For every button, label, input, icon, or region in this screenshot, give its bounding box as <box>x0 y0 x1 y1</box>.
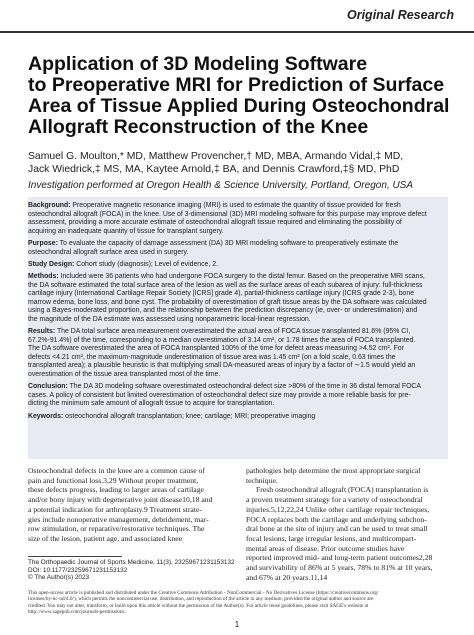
body-line: Osteochondral defects in the knee are a common cause of <box>28 466 205 475</box>
body-line: and 67% at 20 years.11,14 <box>246 572 328 582</box>
body-column-right <box>246 466 446 582</box>
article-title <box>28 54 458 138</box>
abstract-line: 67.2%-91.4%) of the time, corresponding to a median overestimation of 3.14 cm², or 1.78 times the area of FOCA transplanted. <box>28 336 416 344</box>
section-label: Original Research <box>347 8 454 22</box>
page-number: 1 <box>234 620 240 629</box>
body-line: a potential indication for arthroplasty.9 Treatment strate- <box>28 504 202 514</box>
abstract-line: cartilage injury (International Cartilage Repair Society [ICRS] grade 4), partial-thickness cartilage injury (ICRS grade 2-3), bone <box>28 290 415 297</box>
abstract-line: the DA software estimated the total surface area of the lesion as well as the surface areas of each subarea of injury: full-thickness <box>28 281 423 289</box>
body-line: row stimulation, or reparative/restorative techniques. The <box>28 524 205 534</box>
abstract-line: osteochondral allograft (FOCA) in the knee. Use of 3-dimensional (3D) MRI modeling software for this purpose may improve defect <box>28 210 427 218</box>
abstract-background <box>28 202 448 236</box>
author-line: Samuel G. Moulton,* MD, Matthew Provencher,† MD, MBA, Armando Vidal,‡ MD, <box>28 151 404 162</box>
abstract-conclusion <box>28 383 448 409</box>
author-line: Jack Wiedrick,‡ MS, MA, Kaytee Arnold,‡ BA, and Dennis Crawford,‡§ MD, PhD <box>28 164 400 175</box>
body-line: mental areas of disease. Prior outcome studies have <box>246 543 405 553</box>
abstract-line: acquiring an inadequate quantity of tissue for transplant surgery. <box>28 227 224 235</box>
body-line: and survivability of 86% at 5 years, 78% to 81% at 10 years, <box>246 563 433 573</box>
abstract-label: Purpose: <box>28 240 58 247</box>
body-column-left <box>28 466 228 544</box>
abstract-design <box>28 261 448 270</box>
footnote-rule <box>28 556 122 557</box>
license-line: licenses/by-nc-nd/4.0/), which permits the noncommercial use, distribution, and reproduction of the article in any medium, provided the original author and source are <box>28 596 374 603</box>
copyright-line: © The Author(s) 2023 <box>28 574 90 582</box>
abstract-line: Included were 36 patients who had undergone FOCA surgery to the distal femur. Based on the preoperative MRI scans, <box>58 273 425 280</box>
abstract-line: the magnitude of the DA estimate was assessed using nonparametric local-linear regression. <box>28 315 311 323</box>
abstract-label: Background: <box>28 202 71 209</box>
title-line: Area of Tissue Applied During Osteochondral <box>28 95 450 117</box>
body-line: pain and functional loss.3,29 Without proper treatment, <box>28 475 199 485</box>
abstract-line: overestimation of the tissue area transplanted most of the time. <box>28 370 221 378</box>
abstract-label: Results: <box>28 328 56 335</box>
body-line: injuries.5,12,22,24 Unlike other cartilage repair techniques, <box>246 504 430 514</box>
license-line: http://www.sagepub.com/journals-permissions. <box>28 609 126 616</box>
journal-citation <box>28 559 235 582</box>
body-line: and/or bony injury with degenerative joint disease10,18 and <box>28 495 213 505</box>
body-line: a proven treatment strategy for a variety of osteochondral <box>246 495 423 505</box>
abstract-line: To evaluate the capacity of damage assessment (DA) 3D MRI modeling software to preoperatively estimate the <box>57 240 399 247</box>
body-line: dral bone at the site of injury and can be used to treat small <box>246 524 428 534</box>
license-line: This open-access article is published and distributed under the Creative Commons Attribution - NonCommercial - No Derivatives License (https://creativecommons.org/ <box>28 590 379 596</box>
abstract-line: defects <4.21 cm², the maximum-magnitude underestimation of tissue area was 1.45 cm² (on a fold scale, 0.63 times the <box>28 353 396 361</box>
body-line: gies include nonoperative management, debridement, mar- <box>28 514 209 524</box>
abstract-line: The DA 3D modeling software overestimated osteochondral defect size >80% of the time in 36 distal femoral FOCA <box>67 383 422 390</box>
body-line: these defects progress, leading to larger areas of cartilage <box>28 485 204 495</box>
body-line: size of the lesion, patient age, and associated knee <box>28 533 183 543</box>
body-line: Fresh osteochondral allograft (FOCA) transplantation is <box>256 485 429 495</box>
license-line: credited. You may not alter, transform, or build upon this article without the permission of the Author(s). For article reuse guidelines, please visit SAGE's website at <box>28 602 369 609</box>
abstract-box <box>28 197 448 459</box>
abstract-line: The DA total surface area measurement overestimated the actual area of FOCA tissue transplanted 81.6% (95% CI, <box>55 328 411 335</box>
author-list <box>28 150 458 176</box>
abstract-line: osteochondral allograft transplantation; knee; cartilage; MRI; preoperative imaging <box>63 413 316 420</box>
abstract-methods <box>28 273 448 324</box>
license-notice <box>28 590 448 616</box>
abstract-purpose <box>28 240 448 257</box>
abstract-line: Preoperative magnetic resonance imaging (MRI) is used to estimate the quantity of tissue provided for fresh <box>70 202 401 209</box>
abstract-line: Cohort study (diagnosis); Level of evidence, 2. <box>74 261 218 268</box>
body-line: focal lesions, large irregular lesions, and multicompart- <box>246 533 417 543</box>
abstract-line: transplanted area); a plausible heuristic is that multiplying small DA-measured areas of injury by a factor of ∼1.5 would yield an <box>28 362 416 369</box>
abstract-line: marrow edema, bone loss, and bone cyst. The probability of overestimation of graft tissue areas by the DA software was calculated <box>28 298 427 306</box>
doi-line: DOI: 10.1177/23259671231153132 <box>28 566 128 574</box>
abstract-label: Conclusion: <box>28 383 68 390</box>
citation-line: The Orthopaedic Journal of Sports Medicine, 11(3), 23259671231153132 <box>28 559 235 566</box>
abstract-line: cases. A policy of consistent but limited overestimation of osteochondral defect size may provide a more reliable basis for pre- <box>28 391 411 399</box>
abstract-line: The DA software overestimated the area of FOCA transplanted 100% of the time for defect areas measuring >4.52 cm². For <box>28 345 404 352</box>
abstract-line: osteochondral allograft surface area used in surgery. <box>28 248 189 256</box>
abstract-label: Study Design: <box>28 261 75 268</box>
body-line: technique. <box>246 475 278 485</box>
abstract-line: assessment, providing a more accurate estimate of osteochondral allograft tissue required and eliminating the possibility of <box>28 219 402 226</box>
body-line: pathologies help determine the most appropriate surgical <box>246 466 421 475</box>
abstract-label: Methods: <box>28 273 59 280</box>
affiliation: Investigation performed at Oregon Health & Science University, Portland, Oregon, USA <box>28 180 414 191</box>
body-line: FOCA replaces both the cartilage and underlying subchon- <box>246 514 427 524</box>
title-line: to Preoperative MRI for Prediction of Surface <box>28 74 445 96</box>
body-line: reported improved mid- and long-term patient outcomes2,28 <box>246 553 433 563</box>
header-rule <box>0 31 474 33</box>
abstract-keywords <box>28 413 448 422</box>
title-line: Application of 3D Modeling Software <box>28 53 368 75</box>
title-line: Allograft Reconstruction of the Knee <box>28 116 369 138</box>
abstract-line: dicting the minimum safe amount of allograft tissue to acquire for transplantation. <box>28 400 275 407</box>
abstract-line: using a Bayes-moderated proportion, and the relationship between the prediction discrepancy (ie, over- or underestimation) and <box>28 307 418 314</box>
abstract-results <box>28 328 448 379</box>
abstract-label: Keywords: <box>28 413 64 420</box>
